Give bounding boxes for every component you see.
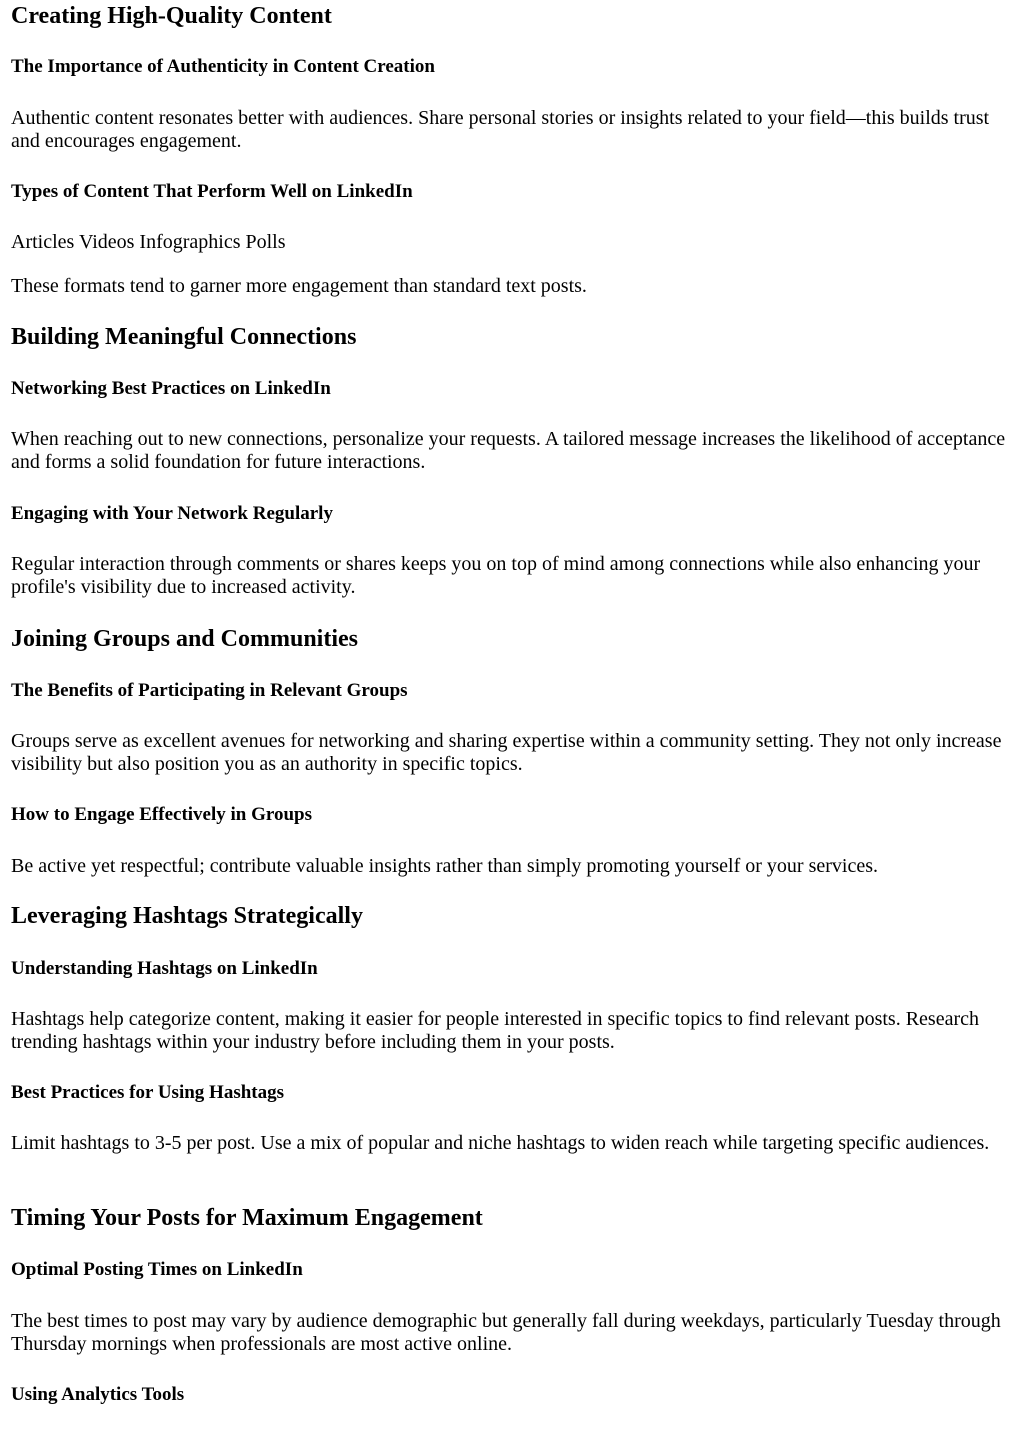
- subsection-heading: Using Analytics Tools: [11, 1384, 185, 1405]
- paragraph: Regular interaction through comments or shares keeps you on top of mind among connections while also enhancing your profile's visibility due to increased activity.: [11, 553, 981, 598]
- subsection-heading: Optimal Posting Times on LinkedIn: [11, 1259, 303, 1280]
- subsection-heading: How to Engage Effectively in Groups: [11, 804, 313, 825]
- paragraph: Hashtags help categorize content, making it easier for people interested in specific topics to find relevant posts. Research trending hashtags within your industry before including them in your posts.: [11, 1008, 979, 1053]
- subsection-heading: The Benefits of Participating in Relevant Groups: [11, 680, 408, 701]
- paragraph: Be active yet respectful; contribute valuable insights rather than simply promoting yourself or your services.: [11, 855, 878, 877]
- paragraph: The best times to post may vary by audience demographic but generally fall during weekdays, particularly Tuesday through Thursday mornings when professionals are most active online.: [11, 1310, 1001, 1355]
- subsection-heading: Networking Best Practices on LinkedIn: [11, 378, 331, 399]
- section-heading: Creating High-Quality Content: [11, 3, 332, 29]
- paragraph: When reaching out to new connections, personalize your requests. A tailored message increases the likelihood of acceptance and forms a solid foundation for future interactions.: [11, 428, 1006, 473]
- section-heading: Joining Groups and Communities: [11, 626, 358, 652]
- paragraph: These formats tend to garner more engagement than standard text posts.: [11, 275, 587, 297]
- subsection-heading: Understanding Hashtags on LinkedIn: [11, 958, 318, 979]
- paragraph: Limit hashtags to 3-5 per post. Use a mix of popular and niche hashtags to widen reach while targeting specific audiences.: [11, 1132, 990, 1154]
- section-heading: Building Meaningful Connections: [11, 324, 357, 350]
- paragraph: Articles Videos Infographics Polls: [11, 231, 286, 253]
- paragraph: Groups serve as excellent avenues for networking and sharing expertise within a community setting. They not only increase visibility but also position you as an authority in specific topics.: [11, 730, 1002, 775]
- subsection-heading: The Importance of Authenticity in Content Creation: [11, 56, 435, 77]
- section-heading: Timing Your Posts for Maximum Engagement: [11, 1205, 483, 1231]
- subsection-heading: Best Practices for Using Hashtags: [11, 1082, 285, 1103]
- subsection-heading: Engaging with Your Network Regularly: [11, 503, 333, 524]
- section-heading: Leveraging Hashtags Strategically: [11, 903, 363, 929]
- subsection-heading: Types of Content That Perform Well on LinkedIn: [11, 181, 413, 202]
- paragraph: Authentic content resonates better with audiences. Share personal stories or insights related to your field—this builds trust and encourages engagement.: [11, 107, 990, 152]
